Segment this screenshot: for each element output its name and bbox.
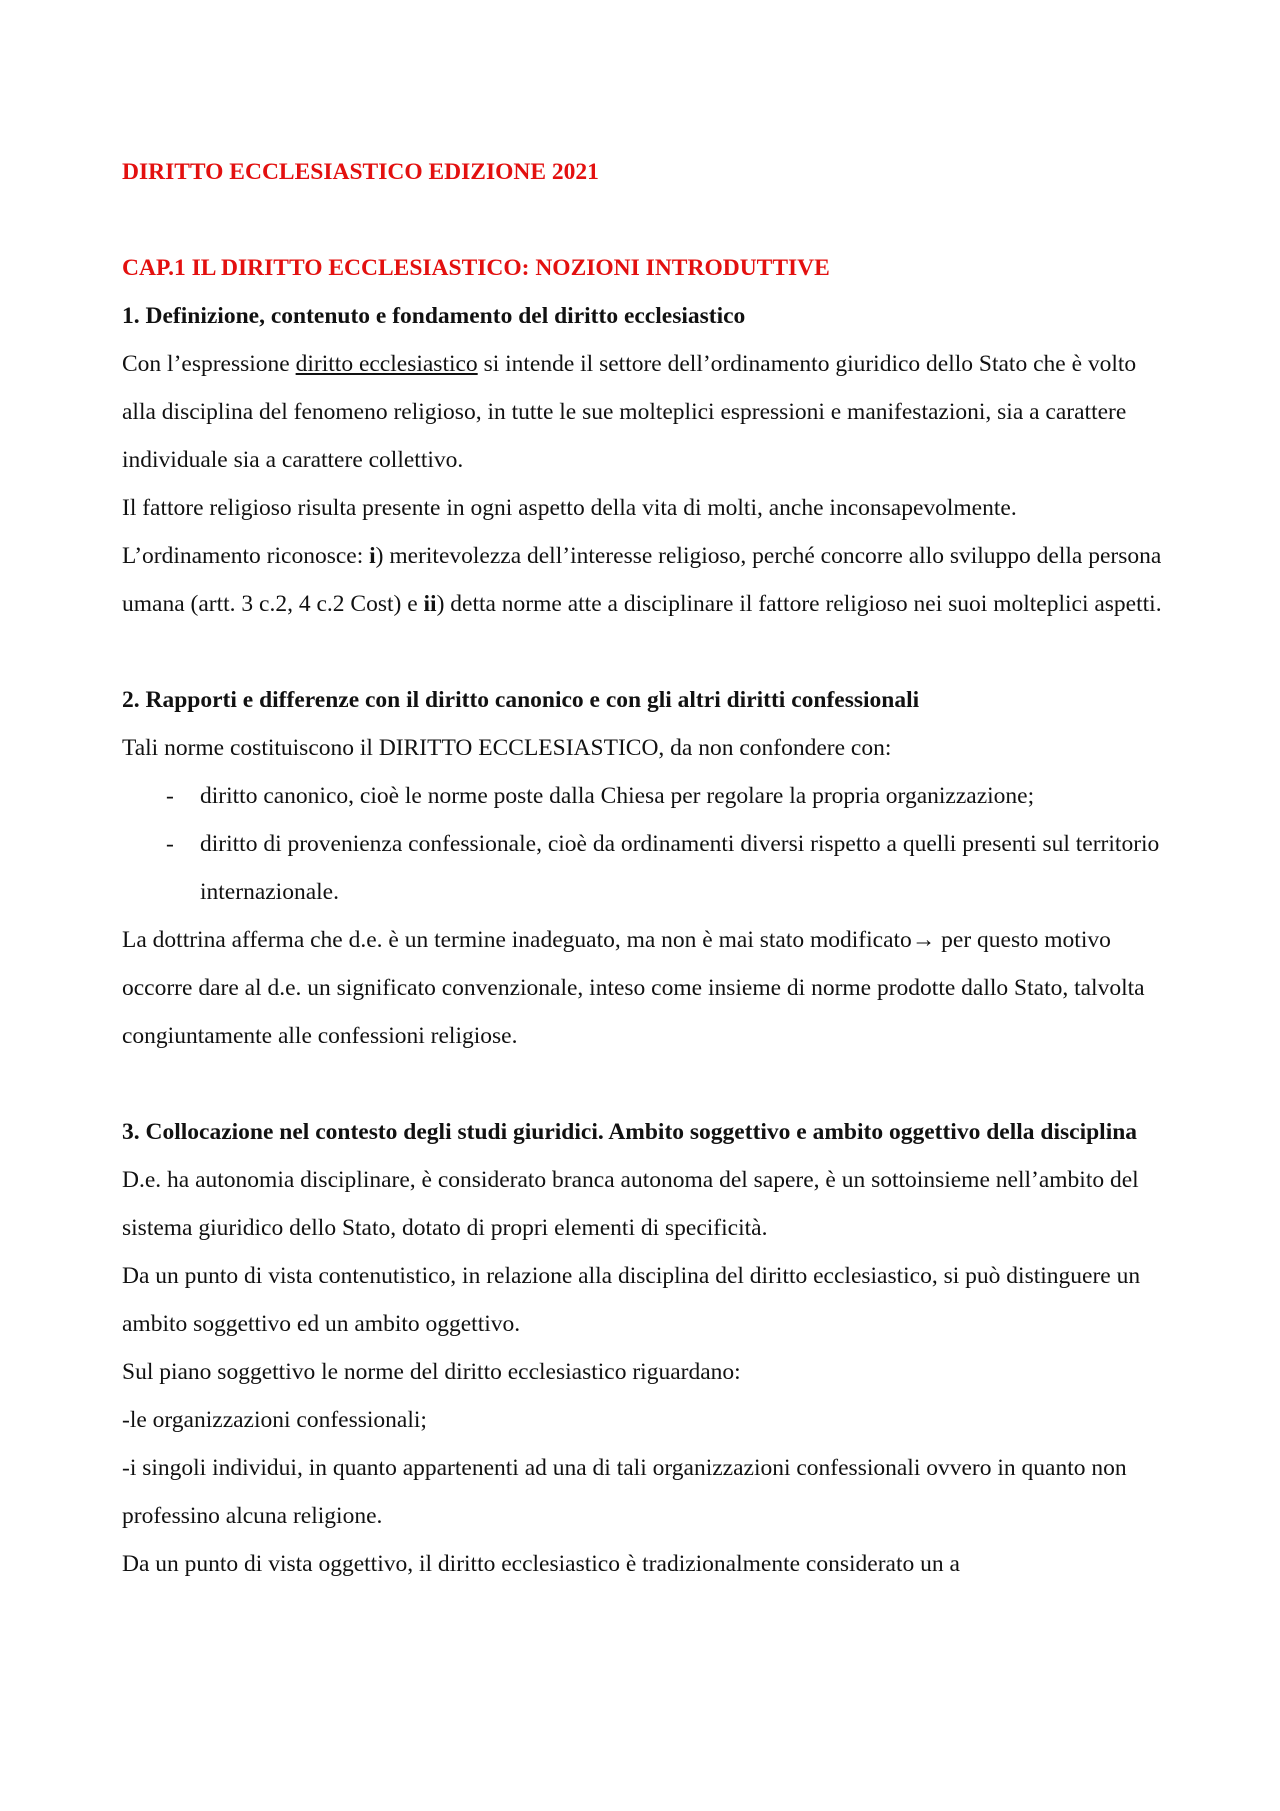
section-1-paragraph-3	[122, 532, 1172, 628]
section-3-paragraph-5: -i singoli individui, in quanto appartenenti ad una di tali organizzazioni confessionali ovvero in quanto non professino alcuna religione.	[122, 1455, 1127, 1529]
bold-marker: i	[369, 543, 376, 569]
section-3-paragraph-4: -le organizzazioni confessionali;	[122, 1407, 427, 1433]
text-run: L’ordinamento riconosce:	[122, 543, 370, 569]
list-item	[122, 820, 1172, 916]
section-2-paragraph	[122, 916, 1172, 1060]
arrow-icon: →	[911, 927, 936, 953]
list-item	[122, 772, 1172, 820]
section-1-paragraph-2: Il fattore religioso risulta presente in ogni aspetto della vita di molti, anche inconsapevolmente.	[122, 495, 1017, 521]
document-body	[122, 148, 1172, 1588]
document-title: DIRITTO ECCLESIASTICO EDIZIONE 2021	[122, 159, 599, 185]
underlined-term: diritto ecclesiastico	[295, 351, 478, 377]
list-item-text: diritto canonico, cioè le norme poste dalla Chiesa per regolare la propria organizzazione;	[200, 783, 1035, 809]
section-2-intro: Tali norme costituiscono il DIRITTO ECCLESIASTICO, da non confondere con:	[122, 735, 892, 761]
bullet-list	[122, 772, 1172, 916]
text-run: ) meritevolezza dell’interesse religioso, perché concorre allo sviluppo della persona umana (artt. 3 c.2, 4 c.2 Cost) e	[122, 543, 1162, 617]
spacer	[122, 1060, 1172, 1108]
section-3-paragraph-2: Da un punto di vista contenutistico, in relazione alla disciplina del diritto ecclesiastico, si può distinguere un ambito soggettivo ed un ambito oggettivo.	[122, 1263, 1141, 1337]
spacer	[122, 196, 1172, 244]
section-1-paragraph-1	[122, 340, 1172, 484]
spacer	[122, 628, 1172, 676]
section-1-heading: 1. Definizione, contenuto e fondamento del diritto ecclesiastico	[122, 303, 746, 329]
section-3-paragraph-6: Da un punto di vista oggettivo, il diritto ecclesiastico è tradizionalmente considerato un a	[122, 1551, 960, 1577]
text-run: La dottrina afferma che d.e. è un termine inadeguato, ma non è mai stato modificato	[122, 927, 912, 953]
section-3-heading: 3. Collocazione nel contesto degli studi giuridici. Ambito soggettivo e ambito oggettivo della disciplina	[122, 1119, 1138, 1145]
bold-marker: ii	[423, 591, 437, 617]
text-run: ) detta norme atte a disciplinare il fattore religioso nei suoi molteplici aspetti.	[436, 591, 1162, 617]
section-3-paragraph-3: Sul piano soggettivo le norme del diritto ecclesiastico riguardano:	[122, 1359, 741, 1385]
dash-marker: -	[166, 831, 174, 857]
text-run: si intende il settore dell’ordinamento giuridico dello Stato che è volto alla disciplina del fenomeno religioso, in tutte le sue molteplici espressioni e manifestazioni, sia a carattere individuale sia a carattere collettivo.	[122, 351, 1137, 473]
section-2-heading: 2. Rapporti e differenze con il diritto canonico e con gli altri diritti confessionali	[122, 687, 920, 713]
dash-marker: -	[166, 783, 174, 809]
text-run: Con l’espressione	[122, 351, 296, 377]
text-run: per questo motivo occorre dare al d.e. un significato convenzionale, inteso come insieme di norme prodotte dallo Stato, talvolta congiuntamente alle confessioni religiose.	[122, 927, 1145, 1049]
list-item-text: diritto di provenienza confessionale, cioè da ordinamenti diversi rispetto a quelli presenti sul territorio internazionale.	[200, 831, 1160, 905]
section-3-paragraph-1: D.e. ha autonomia disciplinare, è considerato branca autonoma del sapere, è un sottoinsieme nell’ambito del sistema giuridico dello Stato, dotato di propri elementi di specificità.	[122, 1167, 1139, 1241]
chapter-title: CAP.1 IL DIRITTO ECCLESIASTICO: NOZIONI INTRODUTTIVE	[122, 255, 830, 281]
